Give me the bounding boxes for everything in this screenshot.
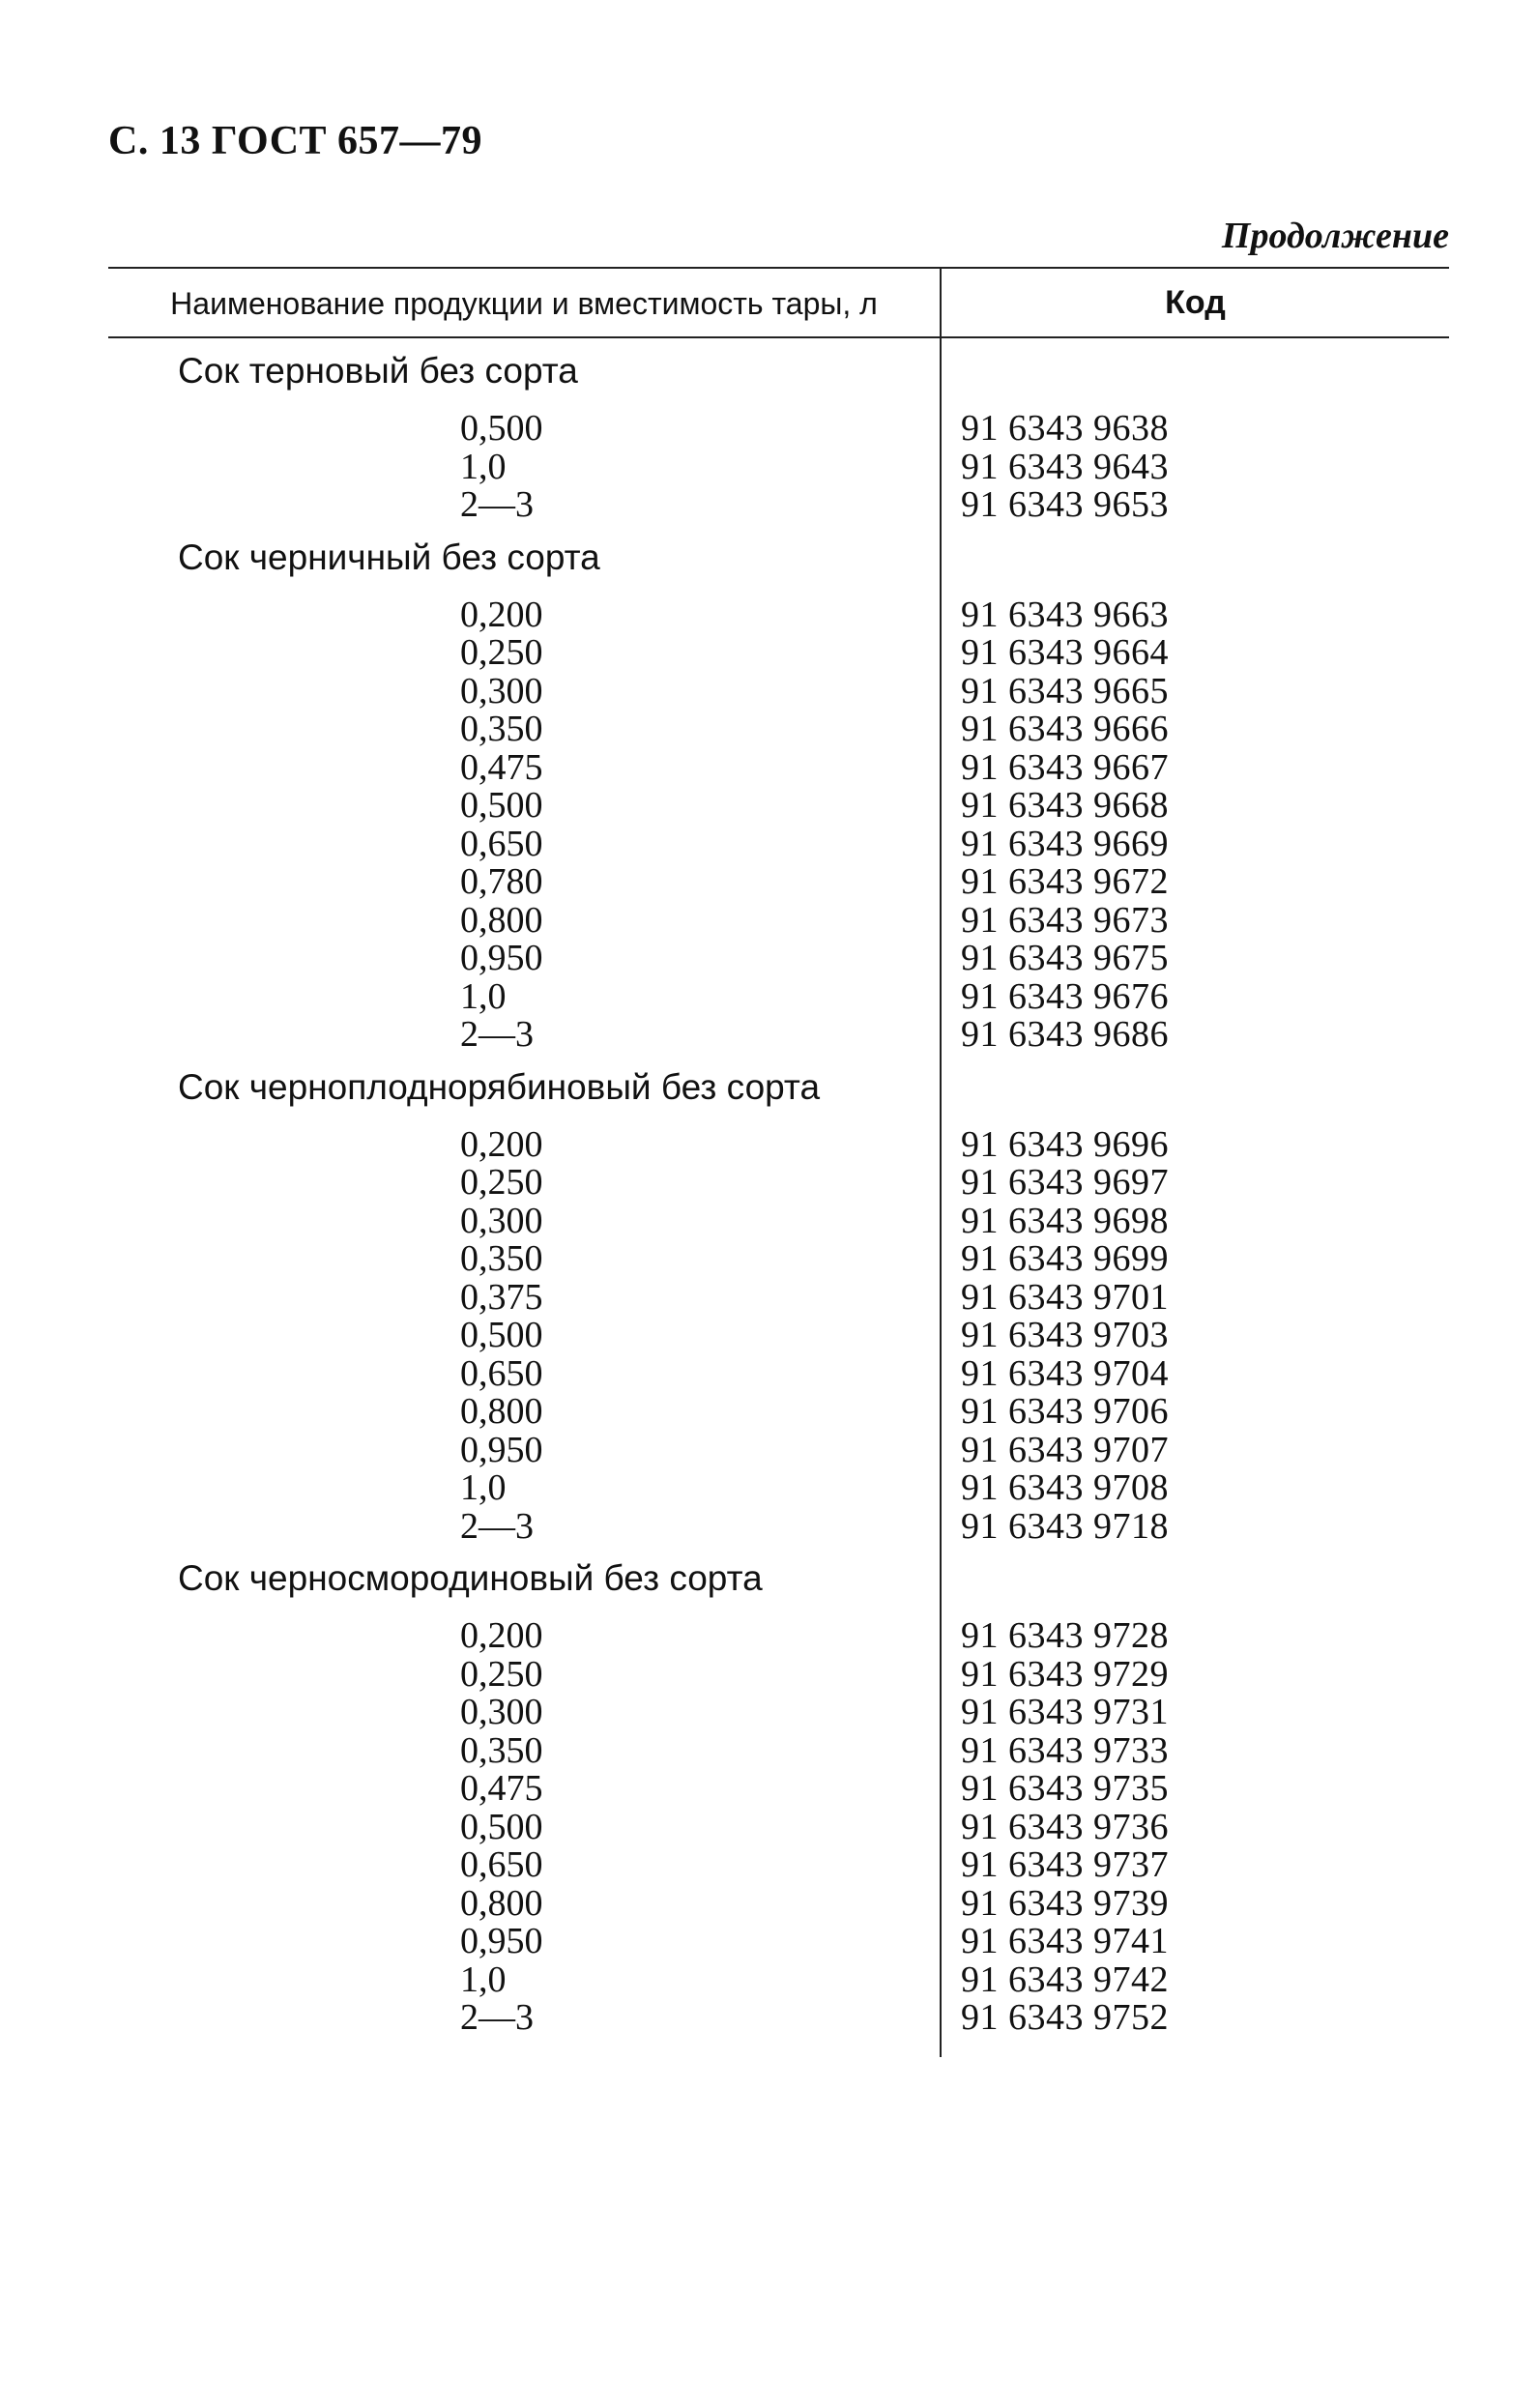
volume-cell: 0,650 [460, 1844, 543, 1885]
product-group [108, 537, 1449, 1055]
code-cell: 91 6343 9733 [961, 1729, 1169, 1771]
code-cell: 91 6343 9742 [961, 1958, 1169, 2000]
volume-cell: 0,200 [460, 1615, 543, 1656]
volume-cell: 2—3 [460, 1014, 534, 1055]
code-cell: 91 6343 9668 [961, 785, 1169, 826]
volume-cell: 0,350 [460, 709, 543, 749]
table-row [108, 863, 1449, 902]
table-row [108, 1617, 1449, 1656]
code-cell: 91 6343 9686 [961, 1014, 1169, 1055]
table-row [108, 1429, 1449, 1470]
volume-cell: 0,950 [460, 1921, 543, 1961]
volume-cell: 0,250 [460, 1162, 543, 1203]
product-group [108, 1557, 1449, 2038]
code-cell: 91 6343 9741 [961, 1921, 1169, 1961]
table-row [108, 1240, 1449, 1279]
table-row [108, 634, 1449, 673]
table-row [108, 711, 1449, 749]
volume-cell: 0,950 [460, 938, 543, 978]
code-cell: 91 6343 9676 [961, 975, 1169, 1017]
code-cell: 91 6343 9739 [961, 1882, 1169, 1924]
volume-cell: 0,250 [460, 1653, 543, 1695]
table-row [108, 1393, 1449, 1432]
code-cell: 91 6343 9665 [961, 670, 1169, 711]
code-cell: 91 6343 9699 [961, 1238, 1169, 1279]
volume-cell: 1,0 [460, 1467, 507, 1508]
code-cell: 91 6343 9701 [961, 1276, 1169, 1318]
table-row [108, 670, 1449, 711]
table-row [108, 1469, 1449, 1508]
code-cell: 91 6343 9663 [961, 594, 1169, 635]
volume-cell: 0,200 [460, 594, 543, 635]
volume-cell: 0,350 [460, 1729, 543, 1771]
table-row [108, 1505, 1449, 1547]
group-title: Сок черничный без сорта [178, 537, 600, 577]
volume-cell: 0,800 [460, 899, 543, 941]
group-title: Сок черноплоднорябиновый без сорта [178, 1066, 821, 1107]
volume-cell: 1,0 [460, 446, 507, 487]
volume-cell: 0,350 [460, 1238, 543, 1279]
volume-cell: 0,800 [460, 1882, 543, 1924]
code-cell: 91 6343 9698 [961, 1200, 1169, 1241]
volume-cell: 2—3 [460, 484, 534, 525]
table-row [108, 746, 1449, 788]
column-header-code: Код [1165, 284, 1226, 321]
volume-cell: 0,780 [460, 861, 543, 902]
table-row [108, 1923, 1449, 1961]
volume-cell: 0,300 [460, 670, 543, 711]
volume-cell: 0,500 [460, 1806, 543, 1847]
product-group [108, 350, 1449, 525]
code-cell: 91 6343 9752 [961, 1997, 1169, 2038]
table-row [108, 1123, 1449, 1165]
code-cell: 91 6343 9707 [961, 1429, 1169, 1470]
volume-cell: 0,650 [460, 823, 543, 864]
code-cell: 91 6343 9703 [961, 1315, 1169, 1355]
table-row [108, 1276, 1449, 1318]
volume-cell: 0,950 [460, 1429, 543, 1470]
table-row [108, 823, 1449, 864]
code-cell: 91 6343 9664 [961, 632, 1169, 673]
code-cell: 91 6343 9728 [961, 1615, 1169, 1656]
code-cell: 91 6343 9704 [961, 1352, 1169, 1394]
code-cell: 91 6343 9675 [961, 938, 1169, 978]
code-cell: 91 6343 9696 [961, 1123, 1169, 1165]
code-cell: 91 6343 9672 [961, 861, 1169, 902]
code-cell: 91 6343 9731 [961, 1692, 1169, 1732]
table-row [108, 1164, 1449, 1203]
table-row [108, 1770, 1449, 1809]
volume-cell: 0,300 [460, 1692, 543, 1732]
code-cell: 91 6343 9706 [961, 1391, 1169, 1432]
code-cell: 91 6343 9653 [961, 484, 1169, 525]
table-row [108, 1694, 1449, 1732]
volume-cell: 0,500 [460, 1315, 543, 1355]
table-row [108, 1200, 1449, 1241]
table-row [108, 486, 1449, 525]
table-row [108, 1317, 1449, 1355]
table-row [108, 1846, 1449, 1885]
volume-cell: 1,0 [460, 1958, 507, 2000]
volume-cell: 2—3 [460, 1997, 534, 2038]
table-top-rule [108, 267, 1449, 269]
table-body [108, 350, 1449, 2038]
table-row [108, 1882, 1449, 1924]
code-cell: 91 6343 9643 [961, 446, 1169, 487]
code-cell: 91 6343 9697 [961, 1162, 1169, 1203]
volume-cell: 0,250 [460, 632, 543, 673]
volume-cell: 0,375 [460, 1276, 543, 1318]
volume-cell: 0,500 [460, 408, 543, 449]
code-cell: 91 6343 9718 [961, 1505, 1169, 1547]
volume-cell: 0,500 [460, 785, 543, 826]
volume-cell: 0,800 [460, 1391, 543, 1432]
table-row [108, 1729, 1449, 1771]
code-cell: 91 6343 9736 [961, 1806, 1169, 1847]
table-row [108, 410, 1449, 449]
table-row [108, 899, 1449, 941]
table-row [108, 1352, 1449, 1394]
page-header: С. 13 ГОСТ 657—79 [108, 119, 483, 163]
table-row [108, 787, 1449, 826]
code-cell: 91 6343 9729 [961, 1653, 1169, 1695]
table-row [108, 1806, 1449, 1847]
code-cell: 91 6343 9669 [961, 823, 1169, 864]
table-header-rule [108, 336, 1449, 338]
product-group [108, 1066, 1449, 1547]
volume-cell: 0,300 [460, 1200, 543, 1241]
table-row [108, 1958, 1449, 2000]
continuation-label: Продолжение [1221, 216, 1449, 256]
group-title: Сок терновый без сорта [178, 351, 578, 391]
code-cell: 91 6343 9638 [961, 408, 1169, 449]
table-row [108, 1016, 1449, 1055]
group-title: Сок черносмородиновый без сорта [178, 1558, 763, 1598]
volume-cell: 1,0 [460, 975, 507, 1017]
volume-cell: 0,475 [460, 746, 543, 788]
table-row [108, 1999, 1449, 2038]
volume-cell: 0,475 [460, 1768, 543, 1809]
volume-cell: 2—3 [460, 1505, 534, 1547]
code-cell: 91 6343 9673 [961, 899, 1169, 941]
code-cell: 91 6343 9666 [961, 709, 1169, 749]
column-header-name: Наименование продукции и вместимость тары, л [170, 286, 878, 321]
volume-cell: 0,200 [460, 1123, 543, 1165]
code-cell: 91 6343 9735 [961, 1768, 1169, 1809]
code-cell: 91 6343 9667 [961, 746, 1169, 788]
table-row [108, 446, 1449, 487]
table-row [108, 1653, 1449, 1695]
table-row [108, 940, 1449, 978]
table-row [108, 975, 1449, 1017]
code-cell: 91 6343 9708 [961, 1467, 1169, 1508]
volume-cell: 0,650 [460, 1352, 543, 1394]
table-row [108, 596, 1449, 635]
code-cell: 91 6343 9737 [961, 1844, 1169, 1885]
